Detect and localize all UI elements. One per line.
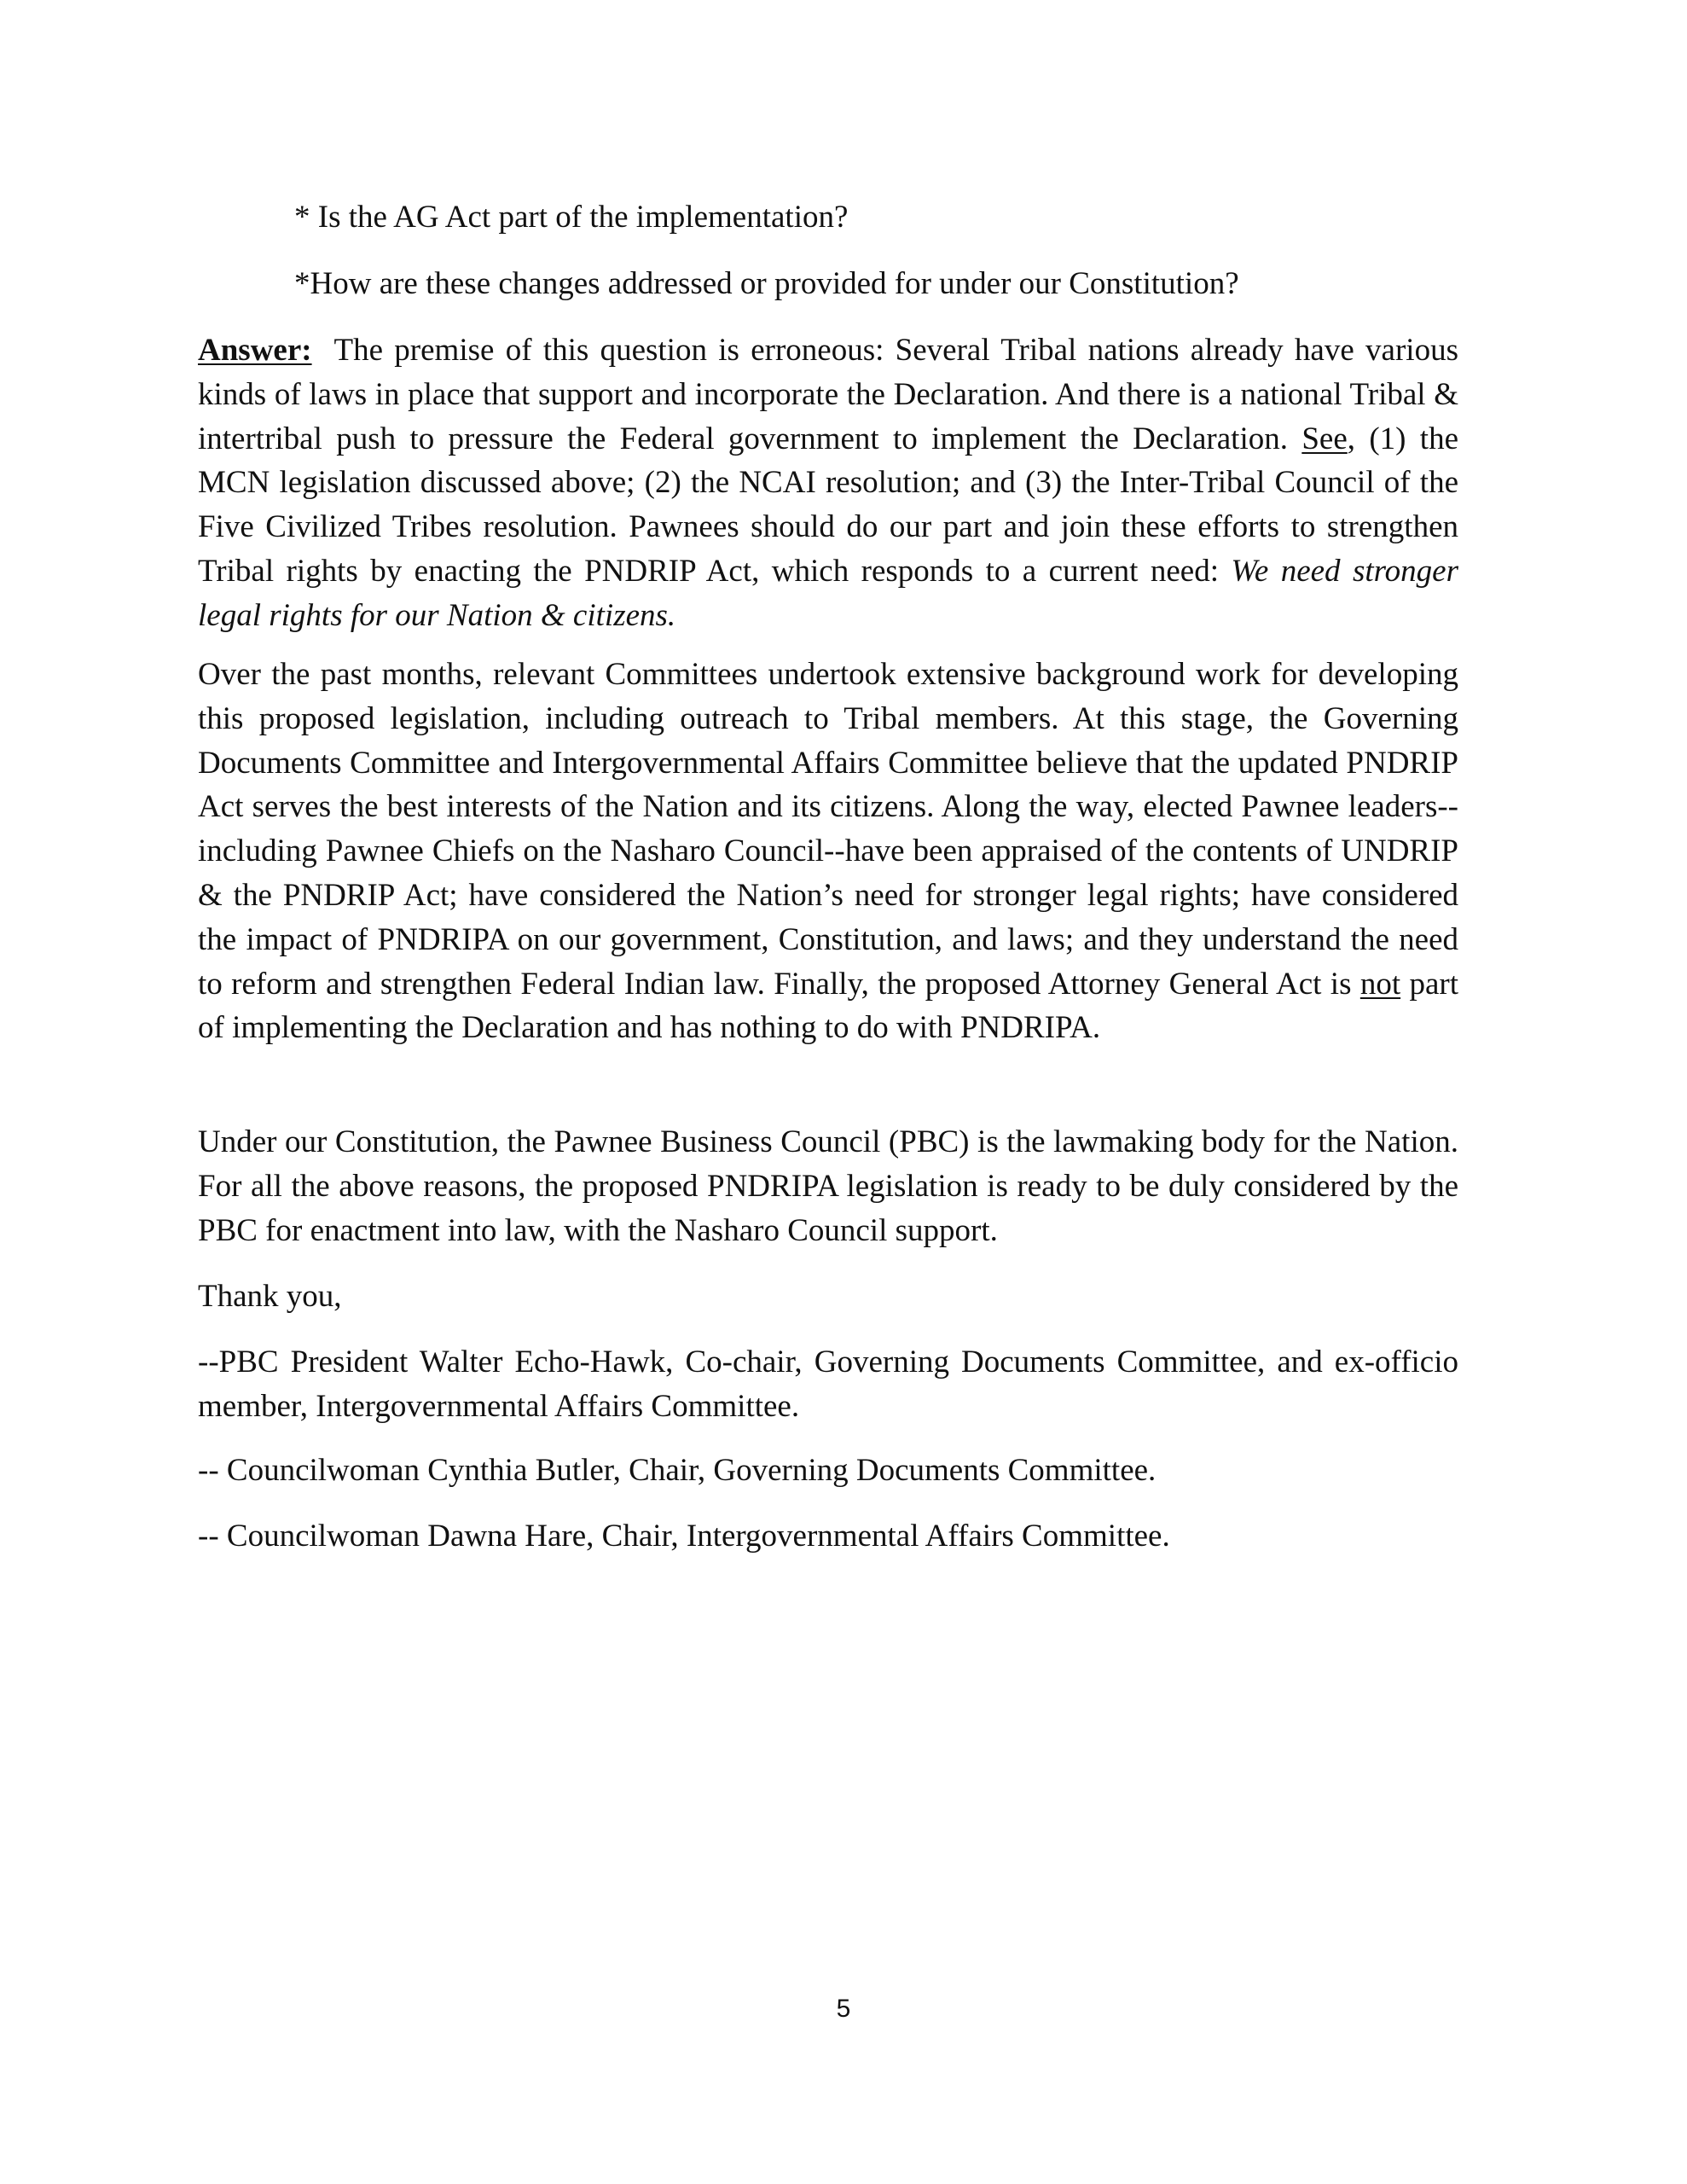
signature-echo-hawk: --PBC President Walter Echo-Hawk, Co-chair, Governing Documents Committee, and ex-officio member, Intergovernmental Affairs Committee. [198,1345,1458,1424]
question-ag-act: * Is the AG Act part of the implementation? [294,200,849,235]
background-paragraph [198,653,1458,1050]
constitution-paragraph: Under our Constitution, the Pawnee Business Council (PBC) is the lawmaking body for the Nation. For all the above reasons, the proposed PNDRIPA legislation is ready to be duly considered by the PBC for enactment into law, with the Nasharo Council support. [198,1124,1458,1248]
answer-paragraph [198,328,1458,638]
page-number: 5 [836,1995,851,2023]
background-text-2: part of implementing the Declaration and has nothing to do with PNDRIPA. [198,966,1458,1046]
answer-text-1: The premise of this question is erroneous: Several Tribal nations already have various kinds of laws in place that support and incorporate the Declaration. And there is a national Tribal & intertribal push to pressure the Federal government to implement the Declaration. [198,333,1458,456]
not-emphasis: not [1359,966,1401,1002]
answer-text-2: , (1) the MCN legislation discussed above; (2) the NCAI resolution; and (3) the Inter-Tribal Council of the Five Civilized Tribes resolution. Pawnees should do our part and join these efforts to strengthen Tribal rights by enacting the PNDRIP Act, which responds to a current need: [198,421,1458,589]
background-text-1: Over the past months, relevant Committees undertook extensive background work for developing this proposed legislation, including outreach to Tribal members. At this stage, the Governing Documents Committee and Intergovernmental Affairs Committee believe that the updated PNDRIP Act serves the best interests of the Nation and its citizens. Along the way, elected Pawnee leaders--including Pawnee Chiefs on the Nasharo Council--have been appraised of the contents of UNDRIP & the PNDRIP Act; have considered the Nation’s need for stronger legal rights; have considered the impact of PNDRIPA on our government, Constitution, and laws; and they understand the need to reform and strengthen Federal Indian law. Finally, the proposed Attorney General Act is [198,657,1458,1002]
signature-hare: -- Councilwoman Dawna Hare, Chair, Intergovernmental Affairs Committee. [198,1519,1170,1554]
answer-emphasis: We need stronger legal rights for our Nation & citizens. [198,553,1459,633]
signature-butler: -- Councilwoman Cynthia Butler, Chair, Governing Documents Committee. [198,1453,1157,1488]
see-reference: See [1301,421,1348,456]
closing-line: Thank you, [198,1279,342,1314]
answer-label: Answer: [198,333,312,368]
question-constitution: *How are these changes addressed or provided for under our Constitution? [294,266,1239,301]
